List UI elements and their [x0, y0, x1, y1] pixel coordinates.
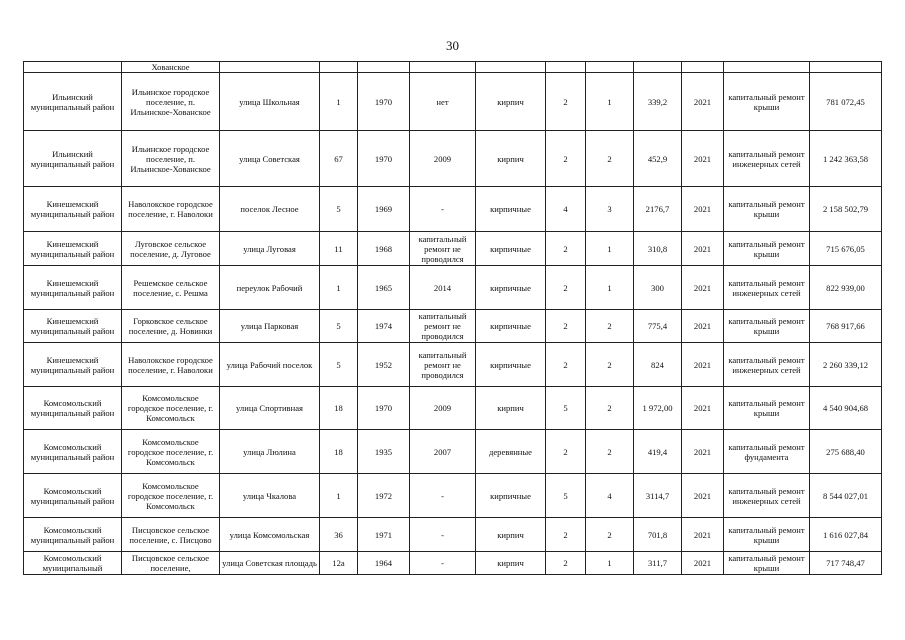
- last-repair-cell: [410, 62, 476, 73]
- table-row: [24, 131, 882, 187]
- plan-year-cell: 2021: [682, 232, 724, 266]
- last-repair-cell: -: [410, 474, 476, 518]
- year-built-cell: 1964: [358, 552, 410, 575]
- cost-cell: 275 688,40: [810, 430, 882, 474]
- area-cell: 339,2: [634, 73, 682, 131]
- wall-material-cell: кирпичные: [476, 310, 546, 343]
- last-repair-cell: капитальный ремонт не проводился: [410, 310, 476, 343]
- work-type-cell: капитальный ремонт крыши: [724, 232, 810, 266]
- year-built-cell: 1974: [358, 310, 410, 343]
- street-cell: [220, 62, 320, 73]
- district-cell: Кинешемский муниципальный район: [24, 232, 122, 266]
- settlement-cell: Луговское сельское поселение, д. Луговое: [122, 232, 220, 266]
- cost-cell: 768 917,66: [810, 310, 882, 343]
- last-repair-cell: 2007: [410, 430, 476, 474]
- table-row: [24, 387, 882, 430]
- district-cell: Комсомольский муниципальный район: [24, 430, 122, 474]
- street-cell: улица Спортивная: [220, 387, 320, 430]
- work-type-cell: капитальный ремонт крыши: [724, 187, 810, 232]
- settlement-cell: Наволокское городское поселение, г. Наволоки: [122, 187, 220, 232]
- work-type-cell: капитальный ремонт крыши: [724, 518, 810, 552]
- settlement-cell: Комсомольское городское поселение, г. Комсомольск: [122, 474, 220, 518]
- floors-cell: 2: [546, 266, 586, 310]
- year-built-cell: 1972: [358, 474, 410, 518]
- wall-material-cell: деревянные: [476, 430, 546, 474]
- work-type-cell: капитальный ремонт крыши: [724, 73, 810, 131]
- entrances-cell: 2: [586, 131, 634, 187]
- wall-material-cell: кирпичные: [476, 232, 546, 266]
- entrances-cell: 2: [586, 387, 634, 430]
- table-row: [24, 232, 882, 266]
- street-cell: улица Советская площадь: [220, 552, 320, 575]
- street-cell: улица Чкалова: [220, 474, 320, 518]
- area-cell: 419,4: [634, 430, 682, 474]
- house-cell: 5: [320, 343, 358, 387]
- house-cell: 5: [320, 310, 358, 343]
- settlement-cell: Ильинское городское поселение, п. Ильинское-Хованское: [122, 73, 220, 131]
- plan-year-cell: 2021: [682, 310, 724, 343]
- year-built-cell: 1970: [358, 73, 410, 131]
- floors-cell: [546, 62, 586, 73]
- street-cell: улица Рабочий поселок: [220, 343, 320, 387]
- floors-cell: 5: [546, 474, 586, 518]
- work-type-cell: капитальный ремонт инженерных сетей: [724, 343, 810, 387]
- wall-material-cell: кирпич: [476, 552, 546, 575]
- street-cell: поселок Лесное: [220, 187, 320, 232]
- area-cell: 310,8: [634, 232, 682, 266]
- year-built-cell: 1970: [358, 387, 410, 430]
- entrances-cell: 4: [586, 474, 634, 518]
- area-cell: 775,4: [634, 310, 682, 343]
- wall-material-cell: кирпичные: [476, 474, 546, 518]
- plan-year-cell: 2021: [682, 187, 724, 232]
- work-type-cell: капитальный ремонт крыши: [724, 310, 810, 343]
- entrances-cell: 1: [586, 232, 634, 266]
- last-repair-cell: -: [410, 187, 476, 232]
- house-cell: [320, 62, 358, 73]
- street-cell: переулок Рабочий: [220, 266, 320, 310]
- area-cell: [634, 62, 682, 73]
- page-number: 30: [446, 38, 459, 53]
- street-cell: улица Парковая: [220, 310, 320, 343]
- cost-cell: 8 544 027,01: [810, 474, 882, 518]
- floors-cell: 2: [546, 310, 586, 343]
- year-built-cell: 1935: [358, 430, 410, 474]
- entrances-cell: 1: [586, 73, 634, 131]
- district-cell: Комсомольский муниципальный район: [24, 474, 122, 518]
- cost-cell: 1 242 363,58: [810, 131, 882, 187]
- work-type-cell: капитальный ремонт крыши: [724, 387, 810, 430]
- district-cell: [24, 62, 122, 73]
- house-cell: 36: [320, 518, 358, 552]
- last-repair-cell: капитальный ремонт не проводился: [410, 232, 476, 266]
- work-type-cell: капитальный ремонт фундамента: [724, 430, 810, 474]
- settlement-cell: Решемское сельское поселение, с. Решма: [122, 266, 220, 310]
- area-cell: 311,7: [634, 552, 682, 575]
- work-type-cell: [724, 62, 810, 73]
- wall-material-cell: кирпичные: [476, 266, 546, 310]
- district-cell: Комсомольский муниципальный: [24, 552, 122, 575]
- plan-year-cell: 2021: [682, 518, 724, 552]
- cost-cell: 715 676,05: [810, 232, 882, 266]
- house-cell: 18: [320, 387, 358, 430]
- last-repair-cell: 2009: [410, 131, 476, 187]
- table-row: [24, 73, 882, 131]
- last-repair-cell: -: [410, 552, 476, 575]
- settlement-cell: Хованское: [122, 62, 220, 73]
- district-cell: Ильинский муниципальный район: [24, 131, 122, 187]
- street-cell: улица Советская: [220, 131, 320, 187]
- floors-cell: 2: [546, 552, 586, 575]
- floors-cell: 5: [546, 387, 586, 430]
- last-repair-cell: капитальный ремонт не проводился: [410, 343, 476, 387]
- floors-cell: 2: [546, 430, 586, 474]
- wall-material-cell: кирпич: [476, 131, 546, 187]
- work-type-cell: капитальный ремонт инженерных сетей: [724, 474, 810, 518]
- entrances-cell: [586, 62, 634, 73]
- year-built-cell: 1952: [358, 343, 410, 387]
- area-cell: 824: [634, 343, 682, 387]
- floors-cell: 2: [546, 518, 586, 552]
- house-cell: 1: [320, 474, 358, 518]
- entrances-cell: 1: [586, 266, 634, 310]
- wall-material-cell: [476, 62, 546, 73]
- house-cell: 18: [320, 430, 358, 474]
- settlement-cell: Писцовское сельское поселение,: [122, 552, 220, 575]
- district-cell: Комсомольский муниципальный район: [24, 387, 122, 430]
- house-cell: 5: [320, 187, 358, 232]
- street-cell: улица Комсомольская: [220, 518, 320, 552]
- entrances-cell: 2: [586, 343, 634, 387]
- entrances-cell: 2: [586, 430, 634, 474]
- district-cell: Кинешемский муниципальный район: [24, 310, 122, 343]
- cost-cell: 717 748,47: [810, 552, 882, 575]
- table-row: [24, 310, 882, 343]
- floors-cell: 2: [546, 73, 586, 131]
- last-repair-cell: -: [410, 518, 476, 552]
- street-cell: улица Школьная: [220, 73, 320, 131]
- plan-year-cell: 2021: [682, 552, 724, 575]
- last-repair-cell: 2009: [410, 387, 476, 430]
- district-cell: Кинешемский муниципальный район: [24, 266, 122, 310]
- house-cell: 11: [320, 232, 358, 266]
- area-cell: 1 972,00: [634, 387, 682, 430]
- district-cell: Комсомольский муниципальный район: [24, 518, 122, 552]
- plan-year-cell: 2021: [682, 131, 724, 187]
- year-built-cell: 1969: [358, 187, 410, 232]
- settlement-cell: Наволокское городское поселение, г. Наволоки: [122, 343, 220, 387]
- cost-cell: 1 616 027,84: [810, 518, 882, 552]
- house-cell: 1: [320, 266, 358, 310]
- plan-year-cell: [682, 62, 724, 73]
- house-cell: 67: [320, 131, 358, 187]
- year-built-cell: 1968: [358, 232, 410, 266]
- table-row: [24, 343, 882, 387]
- wall-material-cell: кирпич: [476, 73, 546, 131]
- table-row: [24, 187, 882, 232]
- area-cell: 300: [634, 266, 682, 310]
- year-built-cell: 1971: [358, 518, 410, 552]
- cost-cell: 2 158 502,79: [810, 187, 882, 232]
- table-row: [24, 266, 882, 310]
- housing-repair-table: [23, 61, 882, 575]
- cost-cell: 4 540 904,68: [810, 387, 882, 430]
- street-cell: улица Люлина: [220, 430, 320, 474]
- house-cell: 12а: [320, 552, 358, 575]
- settlement-cell: Горковское сельское поселение, д. Новинки: [122, 310, 220, 343]
- year-built-cell: 1970: [358, 131, 410, 187]
- entrances-cell: 1: [586, 552, 634, 575]
- cost-cell: 781 072,45: [810, 73, 882, 131]
- area-cell: 3114,7: [634, 474, 682, 518]
- year-built-cell: [358, 62, 410, 73]
- entrances-cell: 2: [586, 310, 634, 343]
- house-cell: 1: [320, 73, 358, 131]
- work-type-cell: капитальный ремонт инженерных сетей: [724, 266, 810, 310]
- entrances-cell: 3: [586, 187, 634, 232]
- area-cell: 2176,7: [634, 187, 682, 232]
- last-repair-cell: 2014: [410, 266, 476, 310]
- settlement-cell: Комсомольское городское поселение, г. Комсомольск: [122, 387, 220, 430]
- cost-cell: 822 939,00: [810, 266, 882, 310]
- plan-year-cell: 2021: [682, 387, 724, 430]
- district-cell: Кинешемский муниципальный район: [24, 187, 122, 232]
- floors-cell: 2: [546, 343, 586, 387]
- wall-material-cell: кирпичные: [476, 187, 546, 232]
- cost-cell: [810, 62, 882, 73]
- plan-year-cell: 2021: [682, 430, 724, 474]
- wall-material-cell: кирпич: [476, 518, 546, 552]
- settlement-cell: Комсомольское городское поселение, г. Комсомольск: [122, 430, 220, 474]
- wall-material-cell: кирпичные: [476, 343, 546, 387]
- plan-year-cell: 2021: [682, 474, 724, 518]
- floors-cell: 4: [546, 187, 586, 232]
- district-cell: Ильинский муниципальный район: [24, 73, 122, 131]
- area-cell: 701,8: [634, 518, 682, 552]
- area-cell: 452,9: [634, 131, 682, 187]
- entrances-cell: 2: [586, 518, 634, 552]
- work-type-cell: капитальный ремонт инженерных сетей: [724, 131, 810, 187]
- table-body: [24, 62, 882, 575]
- work-type-cell: капитальный ремонт крыши: [724, 552, 810, 575]
- floors-cell: 2: [546, 131, 586, 187]
- table-row: [24, 518, 882, 552]
- street-cell: улица Луговая: [220, 232, 320, 266]
- last-repair-cell: нет: [410, 73, 476, 131]
- plan-year-cell: 2021: [682, 266, 724, 310]
- cost-cell: 2 260 339,12: [810, 343, 882, 387]
- year-built-cell: 1965: [358, 266, 410, 310]
- plan-year-cell: 2021: [682, 343, 724, 387]
- table-row: [24, 552, 882, 575]
- table-row: [24, 474, 882, 518]
- floors-cell: 2: [546, 232, 586, 266]
- settlement-cell: Писцовское сельское поселение, с. Писцово: [122, 518, 220, 552]
- table-row: [24, 430, 882, 474]
- plan-year-cell: 2021: [682, 73, 724, 131]
- district-cell: Кинешемский муниципальный район: [24, 343, 122, 387]
- table-row: [24, 62, 882, 73]
- settlement-cell: Ильинское городское поселение, п. Ильинское-Хованское: [122, 131, 220, 187]
- wall-material-cell: кирпич: [476, 387, 546, 430]
